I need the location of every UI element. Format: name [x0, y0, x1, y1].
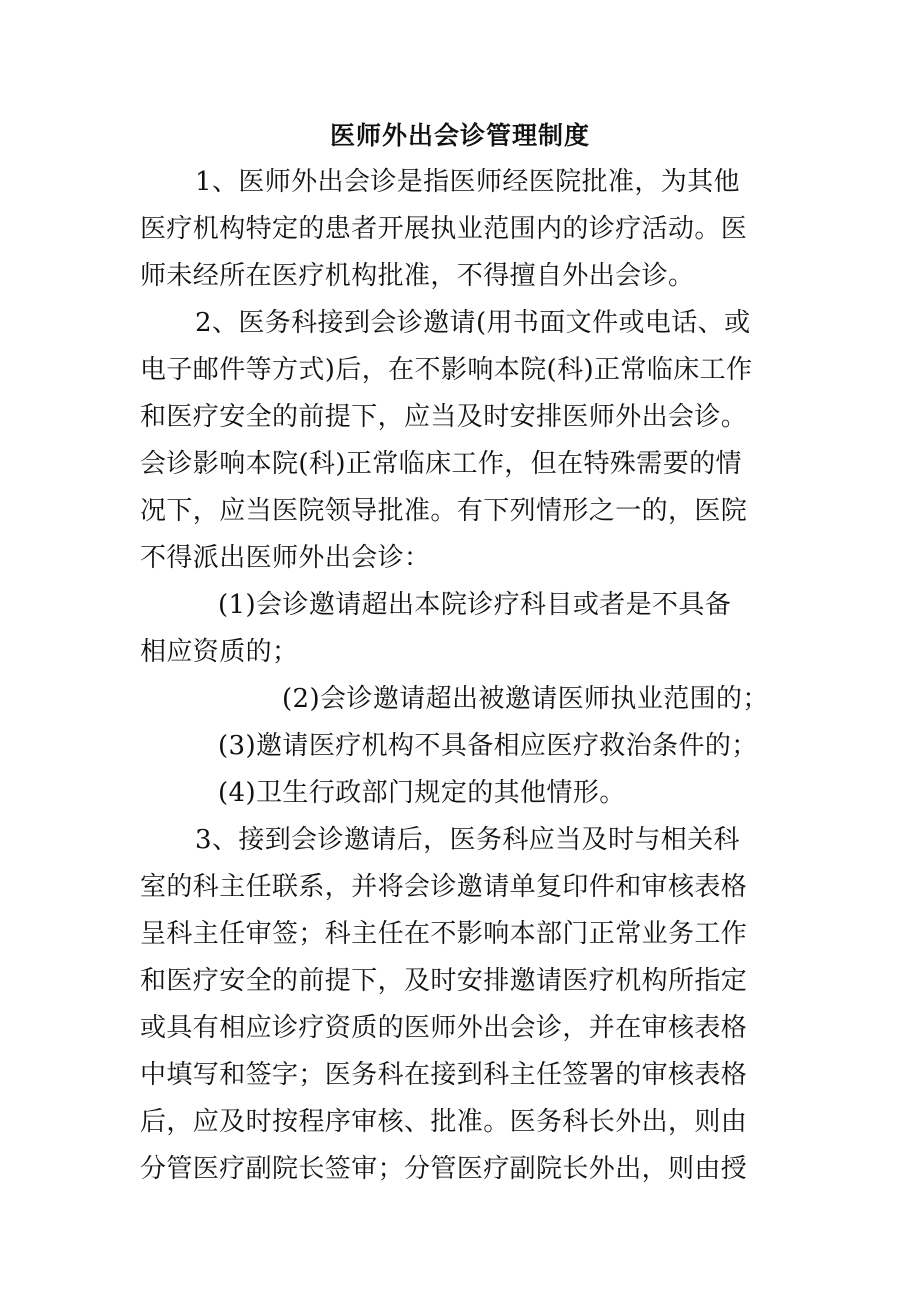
paragraph-line: 和医疗安全的前提下，及时安排邀请医疗机构所指定 [140, 966, 748, 996]
list-item-line: (3)邀请医疗机构不具备相应医疗救治条件的； [218, 731, 758, 761]
paragraph-line: 或具有相应诊疗资质的医师外出会诊，并在审核表格 [140, 1013, 748, 1043]
paragraph-line: 中填写和签字；医务科在接到科主任签署的审核表格 [140, 1060, 748, 1090]
paragraph-line: 2、医务科接到会诊邀请(用书面文件或电话、或 [195, 308, 751, 338]
document-title: 医师外出会诊管理制度 [329, 121, 590, 150]
paragraph-line: 况下，应当医院领导批准。有下列情形之一的，医院 [140, 496, 748, 526]
paragraph-line: 和医疗安全的前提下，应当及时安排医师外出会诊。 [140, 402, 748, 432]
paragraph-line: 后，应及时按程序审核、批准。医务科长外出，则由 [140, 1107, 748, 1137]
paragraph-line: 医疗机构特定的患者开展执业范围内的诊疗活动。医 [140, 214, 748, 244]
paragraph-line: 1、医师外出会诊是指医师经医院批准，为其他 [195, 167, 740, 197]
list-item-line: (2)会诊邀请超出被邀请医师执业范围的； [282, 684, 769, 714]
paragraph-line: 会诊影响本院(科)正常临床工作，但在特殊需要的情 [140, 449, 742, 479]
list-item-line: (1)会诊邀请超出本院诊疗科目或者是不具备 [218, 590, 732, 620]
list-item-line: (4)卫生行政部门规定的其他情形。 [218, 778, 626, 808]
paragraph-line: 呈科主任审签；科主任在不影响本部门正常业务工作 [140, 919, 748, 949]
paragraph-line: 分管医疗副院长签审；分管医疗副院长外出，则由授 [140, 1154, 748, 1184]
list-item-line: 相应资质的； [140, 637, 299, 667]
paragraph-line: 电子邮件等方式)后，在不影响本院(科)正常临床工作 [140, 355, 753, 385]
paragraph-line: 3、接到会诊邀请后，医务科应当及时与相关科 [195, 825, 740, 855]
paragraph-line: 室的科主任联系，并将会诊邀请单复印件和审核表格 [140, 872, 748, 902]
paragraph-line: 不得派出医师外出会诊： [140, 543, 431, 573]
paragraph-line: 师未经所在医疗机构批准，不得擅自外出会诊。 [140, 261, 695, 291]
